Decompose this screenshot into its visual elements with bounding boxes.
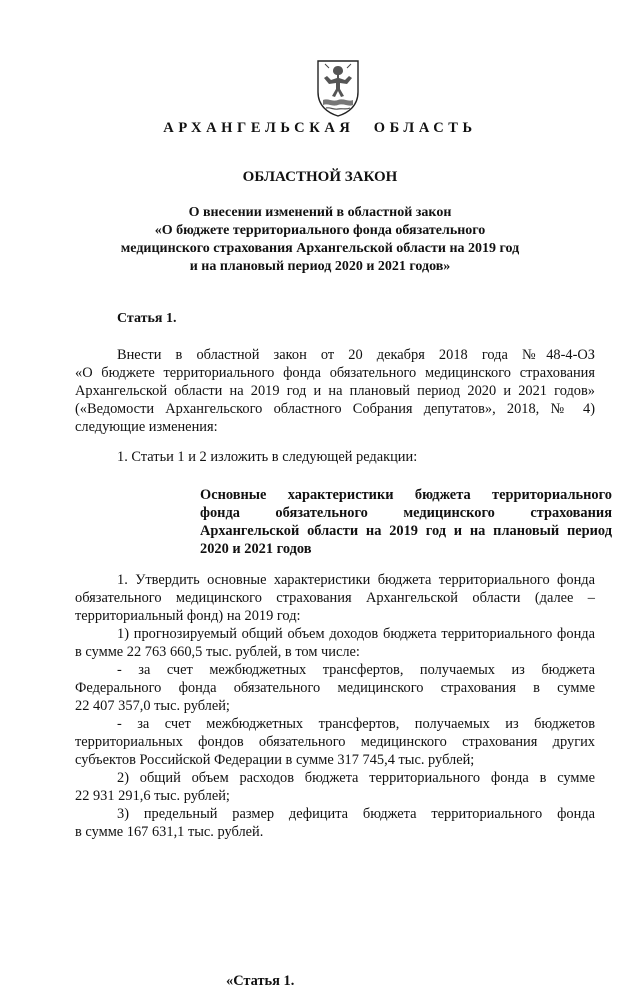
text-line: 1. Утвердить основные характеристики бюджета территориального фонда [117,572,595,588]
article-1-heading: Статья 1. [117,311,177,326]
title-line: Архангельской области на 2019 год и на плановый период [200,523,612,539]
subject-line: «О бюджете территориального фонда обязательного [154,223,486,238]
subject-line: медицинского страхования Архангельской области на 2019 год [120,241,520,256]
text-line: - за счет межбюджетных трансфертов, получаемых из бюджета [117,662,595,678]
law-subject [90,204,550,276]
text-line: 2) общий объем расходов бюджета территориального фонда в сумме [117,770,595,786]
paragraph-transfers-federal [75,661,595,715]
title-line: Основные характеристики бюджета территориального [200,487,612,503]
text-line: 1) прогнозируемый общий объем доходов бюджета территориального фонда [117,626,595,642]
text-line: Федерального фонда обязательного медицинского страхования в сумме [75,680,595,696]
text-line: обязательного медицинского страхования Архангельской области (далее – [75,590,595,606]
quoted-article-title [200,486,612,558]
paragraph-transfers-territorial [75,715,595,769]
paragraph-1-3 [75,805,595,841]
text-line: Архангельской области на 2019 год и на плановый период 2020 и 2021 годов» [75,383,595,399]
amendment-item-1: 1. Статьи 1 и 2 изложить в следующей редакции: [117,449,418,465]
paragraph-1-2 [75,769,595,805]
text-line: в сумме 167 631,1 тыс. рублей. [75,824,264,840]
document-type: ОБЛАСТНОЙ ЗАКОН [242,169,398,185]
subject-line: и на плановый период 2020 и 2021 годов» [189,259,451,274]
paragraph-1 [75,571,595,625]
text-line: «О бюджете территориального фонда обязательного медицинского страхования [75,365,595,381]
paragraph-1-1 [75,625,595,661]
text-line: территориальных фондов обязательного медицинского страхования других [75,734,595,750]
text-line: следующие изменения: [75,419,218,435]
text-line: субъектов Российской Федерации в сумме 317 745,4 тыс. рублей; [75,752,475,768]
text-line: («Ведомости Архангельского областного Собрания депутатов», 2018, № 4) [75,401,595,417]
text-line: в сумме 22 763 660,5 тыс. рублей, в том числе: [75,644,360,660]
region-title: АРХАНГЕЛЬСКАЯ ОБЛАСТЬ [163,120,477,136]
article-1-intro [75,346,595,436]
text-line: 22 931 291,6 тыс. рублей; [75,788,230,804]
text-line: - за счет межбюджетных трансфертов, получаемых из бюджетов [117,716,595,732]
text-line: Внести в областной закон от 20 декабря 2018 года №48-4-ОЗ [117,347,595,363]
text-line: 22 407 357,0 тыс. рублей; [75,698,230,714]
title-line: 2020 и 2021 годов [200,541,312,557]
text-line: территориальный фонд) на 2019 год: [75,608,301,624]
coat-of-arms-emblem [314,58,362,118]
text-line: 3) предельный размер дефицита бюджета территориального фонда [117,806,595,822]
subject-line: О внесении изменений в областной закон [188,205,452,220]
quoted-article-label: «Статья 1. [226,973,295,989]
title-line: фонда обязательного медицинского страхования [200,505,612,521]
